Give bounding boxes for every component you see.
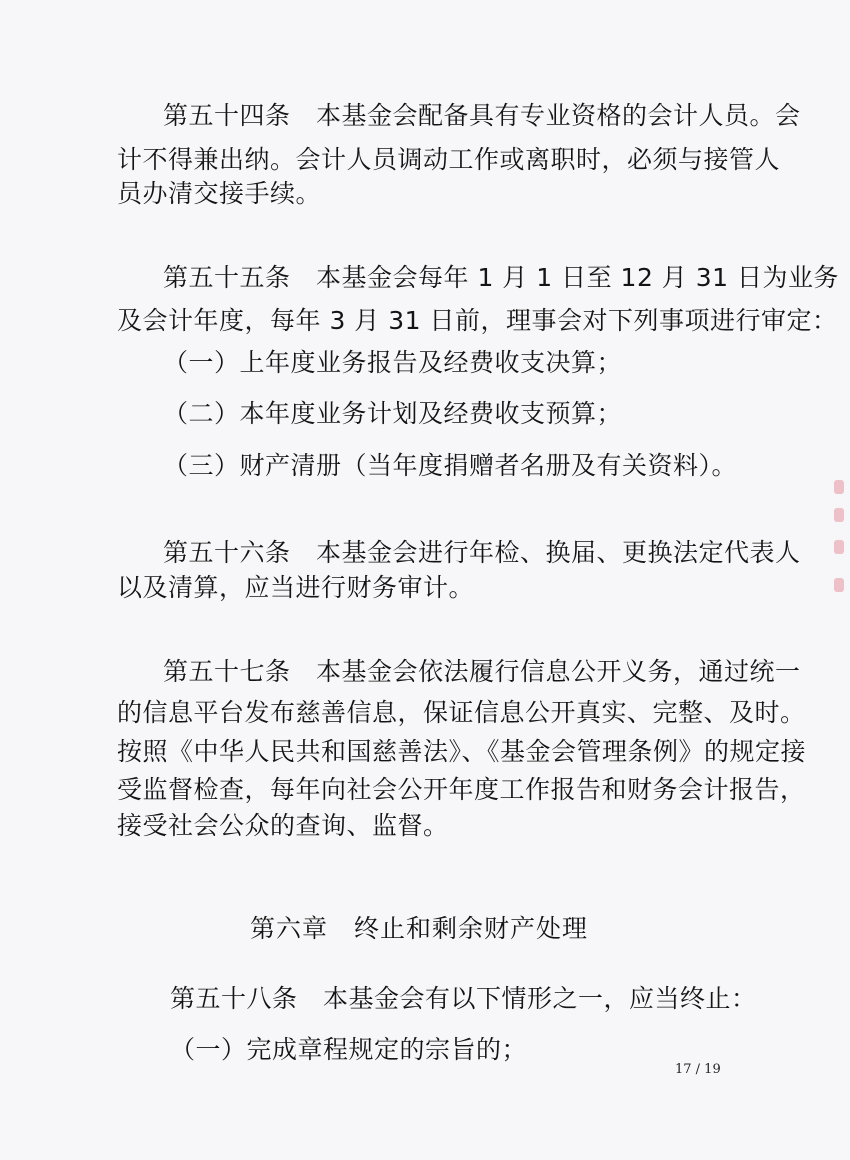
article-58-line-1: 第五十八条 本基金会有以下情形之一，应当终止： [170, 984, 757, 1013]
article-54-line-2: 计不得兼出纳。会计人员调动工作或离职时，必须与接管人 [117, 145, 781, 174]
chapter-6-heading: 第六章 终止和剩余财产处理 [250, 914, 589, 943]
article-57-line-2: 的信息平台发布慈善信息，保证信息公开真实、完整、及时。 [117, 698, 806, 727]
article-55-item-1: （一）上年度业务报告及经费收支决算； [163, 348, 623, 377]
page-number: 17 / 19 [675, 1062, 721, 1077]
article-55-item-3: （三）财产清册（当年度捐赠者名册及有关资料）。 [163, 451, 738, 480]
article-58-item-1: （一）完成章程规定的宗旨的； [170, 1035, 528, 1064]
article-54-line-3: 员办清交接手续。 [117, 179, 322, 208]
article-55-item-2: （二）本年度业务计划及经费收支预算； [163, 399, 623, 428]
seal-edge-mark [834, 480, 848, 600]
article-56-line-1: 第五十六条 本基金会进行年检、换届、更换法定代表人 [163, 538, 801, 567]
article-56-line-2: 以及清算，应当进行财务审计。 [117, 573, 475, 602]
article-57-line-5: 接受社会公众的查询、监督。 [117, 811, 449, 840]
article-55-line-1: 第五十五条 本基金会每年 1 月 1 日至 12 月 31 日为业务 [163, 263, 840, 292]
article-54-line-1: 第五十四条 本基金会配备具有专业资格的会计人员。会 [163, 101, 801, 130]
article-57-line-4: 受监督检查，每年向社会公开年度工作报告和财务会计报告， [117, 775, 806, 804]
article-57-line-3: 按照《中华人民共和国慈善法》、《基金会管理条例》的规定接 [117, 737, 807, 766]
article-57-line-1: 第五十七条 本基金会依法履行信息公开义务，通过统一 [163, 657, 801, 686]
article-55-line-2: 及会计年度，每年 3 月 31 日前，理事会对下列事项进行审定： [117, 306, 838, 335]
